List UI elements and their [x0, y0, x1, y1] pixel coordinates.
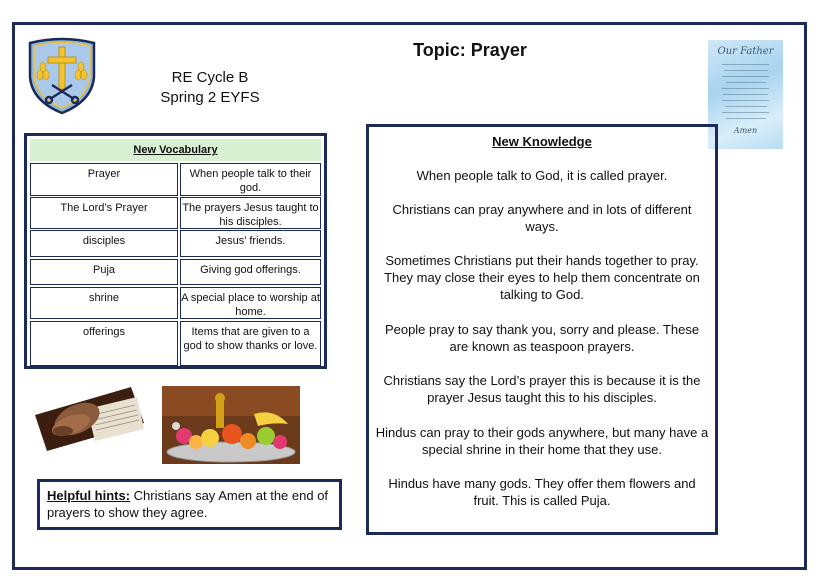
helpful-hints-box [37, 479, 342, 530]
prayer-text-line [725, 106, 767, 107]
vocabulary-row [30, 321, 321, 366]
new-knowledge-panel [366, 124, 718, 535]
our-father-prayer-image [708, 40, 783, 149]
vocabulary-term: The Lord’s Prayer [30, 197, 178, 229]
prayer-text-line [722, 88, 769, 89]
vocabulary-table [24, 133, 327, 369]
topic-title: Topic: Prayer [413, 40, 527, 60]
knowledge-paragraph: Christians say the Lord’s prayer this is because it is the prayer Jesus taught this to his disciples. [383, 373, 701, 405]
knowledge-paragraph: People pray to say thank you, sorry and please. These are known as teaspoon prayers. [384, 322, 700, 354]
knowledge-paragraph: Christians can pray anywhere and in lots of different ways. [392, 202, 692, 234]
helpful-hints-text: Christians say Amen at the end of prayers to show they agree. [47, 488, 329, 520]
vocabulary-definition: Jesus’ friends. [180, 230, 321, 257]
cycle-label [140, 68, 280, 108]
vocabulary-heading: New Vocabulary [30, 139, 321, 161]
vocabulary-definition: Items that are given to a god to show thanks or love. [180, 321, 321, 366]
prayer-card-title: Our Father [717, 46, 774, 57]
vocabulary-definition: Giving god offerings. [180, 259, 321, 285]
knowledge-paragraph: Hindus can pray to their gods anywhere, but many have a special shrine in their home that they use. [375, 425, 709, 457]
vocabulary-term: disciples [30, 230, 178, 257]
vocabulary-term: offerings [30, 321, 178, 366]
vocabulary-row [30, 230, 321, 257]
knowledge-paragraph: Hindus have many gods. They offer them flowers and fruit. This is called Puja. [388, 476, 696, 508]
school-crest-logo [26, 37, 98, 115]
helpful-hints-label: Helpful hints: [47, 488, 131, 503]
prayer-text-line [726, 82, 766, 83]
prayer-text-line [722, 100, 769, 101]
new-knowledge-heading: New Knowledge [492, 134, 592, 149]
prayer-text-line [726, 118, 766, 119]
vocabulary-definition: The prayers Jesus taught to his disciples. [180, 197, 321, 229]
prayer-card-amen: Amen [733, 126, 758, 135]
vocabulary-definition: When people talk to their god. [180, 163, 321, 196]
vocabulary-row [30, 197, 321, 229]
knowledge-paragraph: Sometimes Christians put their hands together to pray. They may close their eyes to help them concentrate on talking to God. [384, 253, 700, 302]
vocabulary-term: Puja [30, 259, 178, 285]
vocabulary-row [30, 163, 321, 196]
prayer-text-line [722, 76, 769, 77]
vocabulary-term: shrine [30, 287, 178, 319]
prayer-text-line [724, 70, 768, 71]
vocabulary-term: Prayer [30, 163, 178, 196]
vocabulary-row [30, 287, 321, 319]
prayer-text-line [722, 64, 769, 65]
cycle-name: RE Cycle B [171, 69, 249, 86]
praying-hands-bible-image [33, 379, 146, 451]
vocabulary-definition: A special place to worship at home. [180, 287, 321, 319]
puja-offering-image [162, 386, 300, 464]
term-name: Spring 2 EYFS [160, 89, 260, 106]
knowledge-paragraph: When people talk to God, it is called prayer. [416, 168, 668, 183]
prayer-text-line [723, 94, 768, 95]
prayer-text-line [722, 112, 769, 113]
vocabulary-row [30, 259, 321, 285]
